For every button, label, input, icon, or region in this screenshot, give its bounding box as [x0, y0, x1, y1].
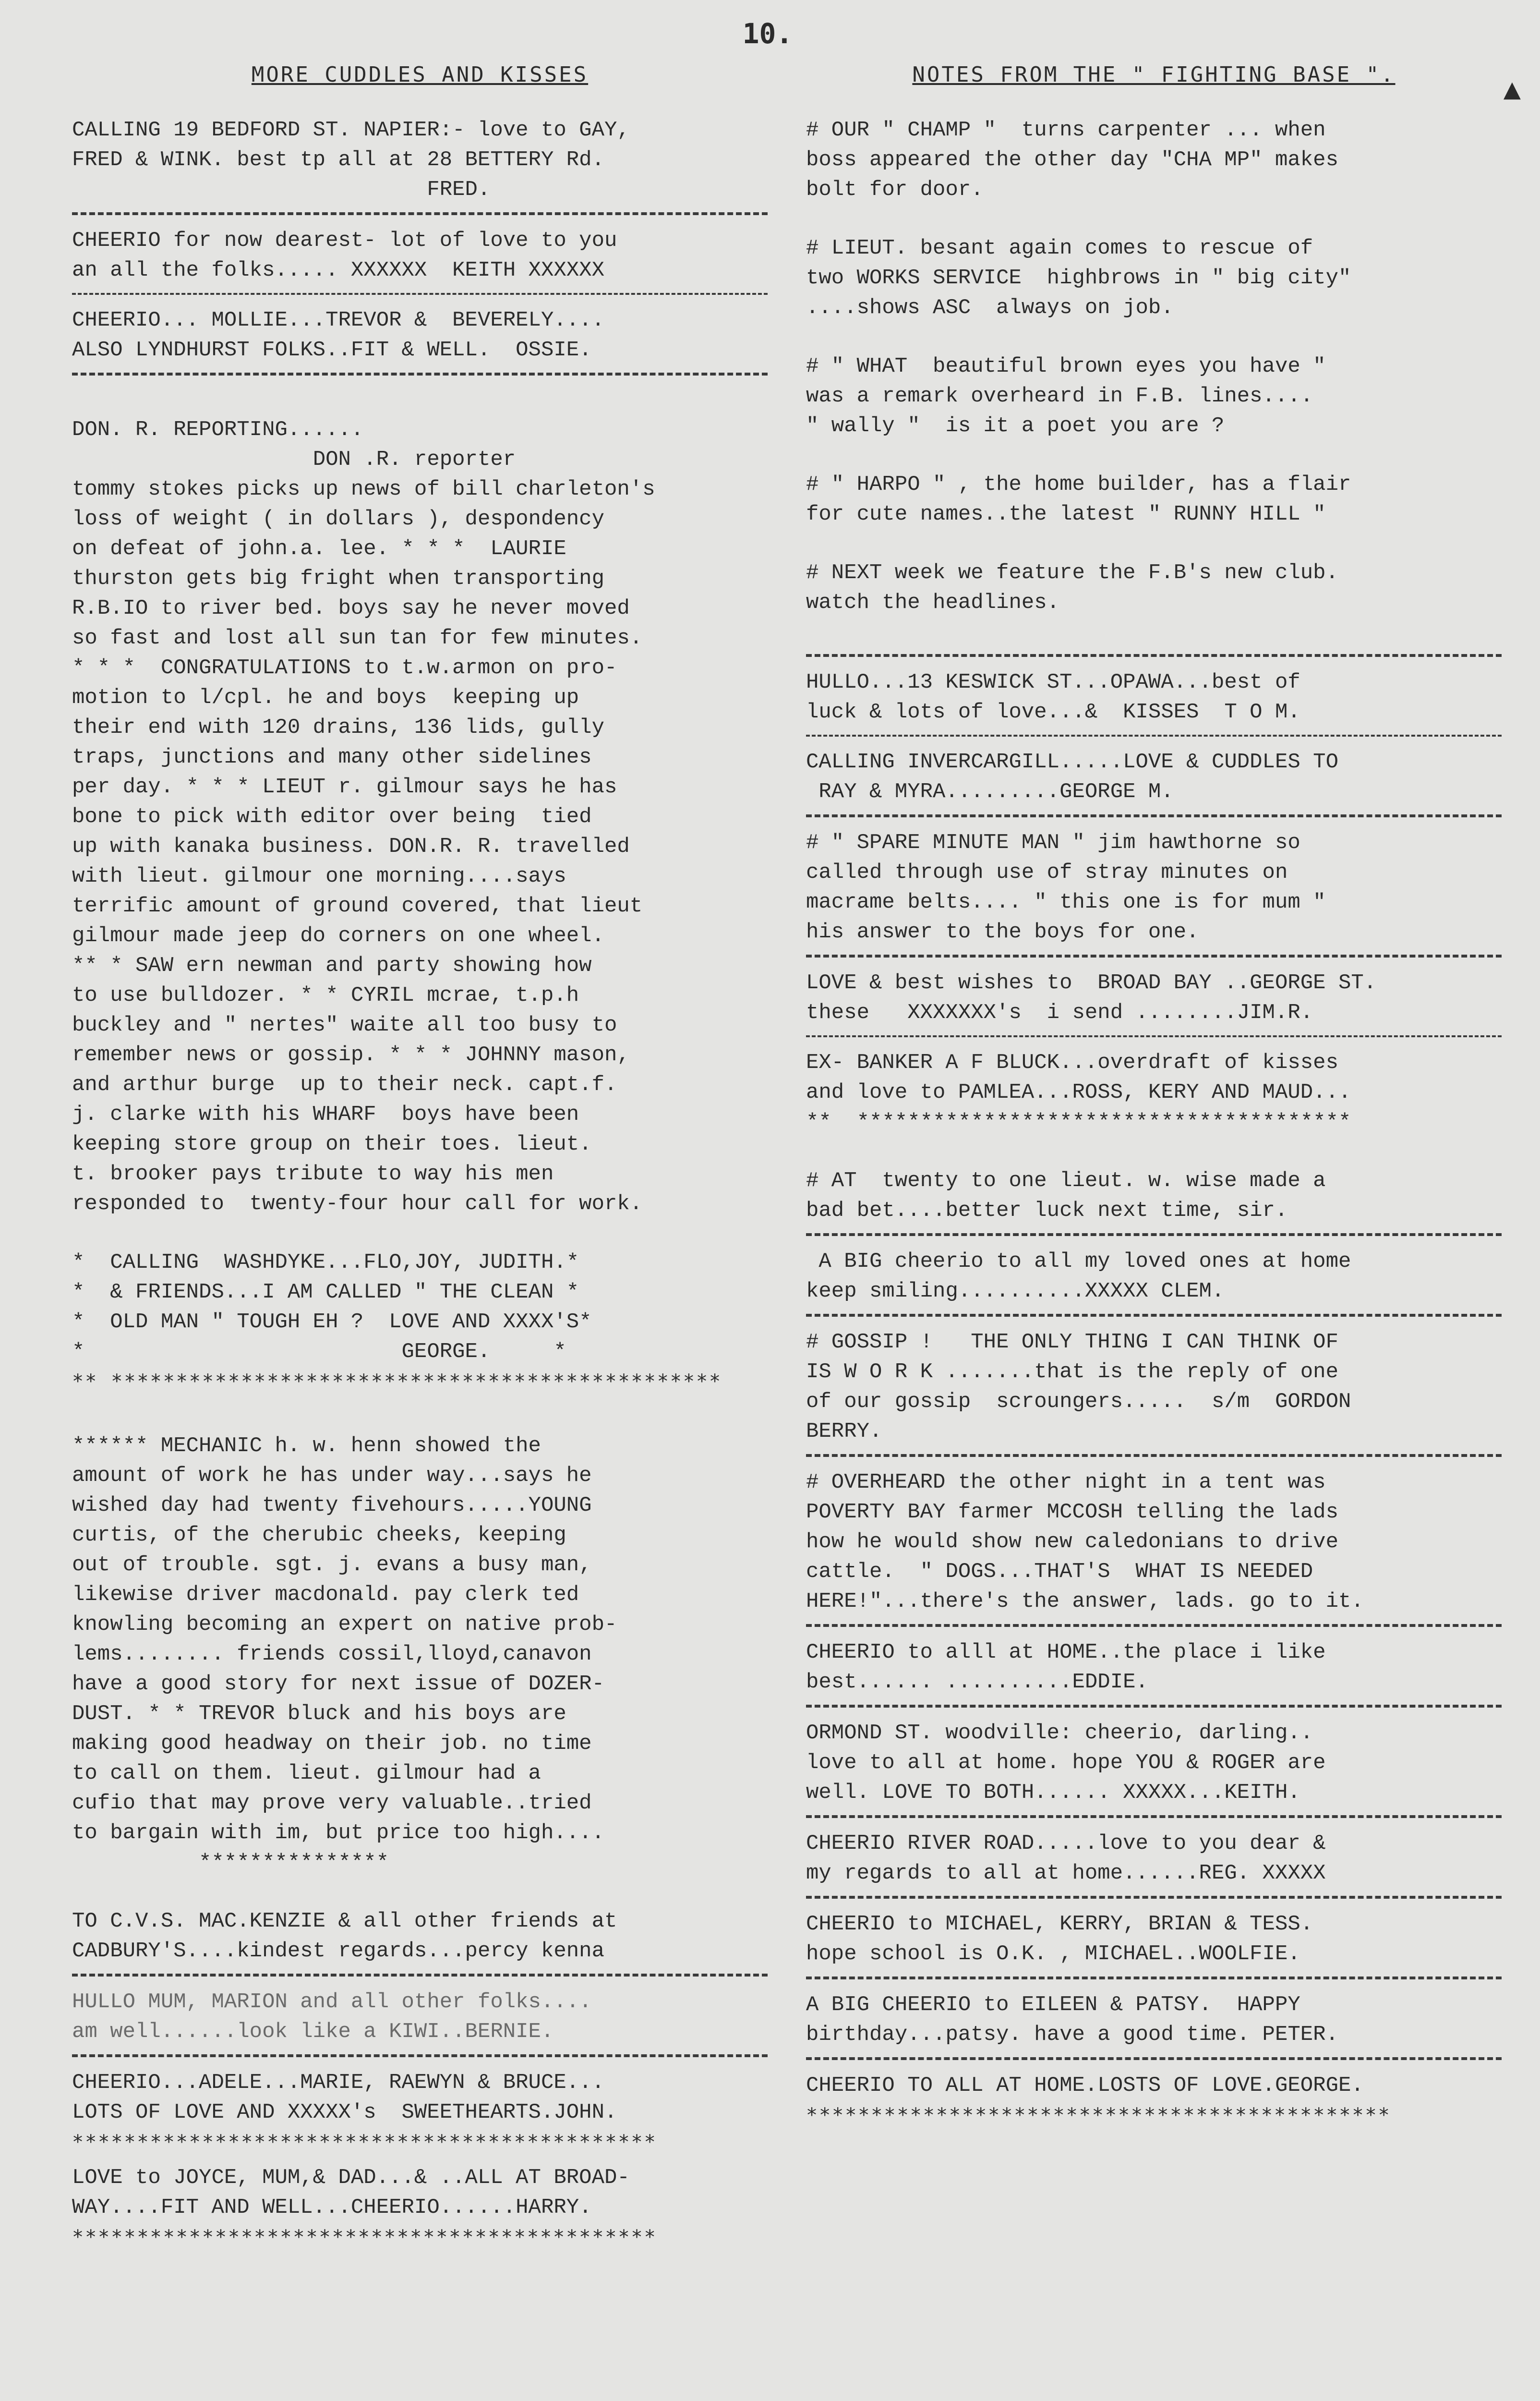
divider	[806, 1035, 1502, 1037]
corner-mark-icon: ▲	[1503, 72, 1521, 106]
message-cheerio-adele: CHEERIO...ADELE...MARIE, RAEWYN & BRUCE... LOTS OF LOVE AND XXXXX's SWEETHEARTS.JOHN.	[72, 2071, 617, 2124]
divider	[806, 1233, 1502, 1236]
message-to-cvs: TO C.V.S. MAC.KENZIE & all other friends at CADBURY'S....kindest regards...percy kenna	[72, 1909, 617, 1963]
divider	[72, 212, 768, 215]
calling-washdyke-box: * CALLING WASHDYKE...FLO,JOY, JUDITH.* * & FRIENDS...I AM CALLED " THE CLEAN * * OLD MAN " TOUGH EH ? LOVE AND XXXX'S* * GEORGE. *	[72, 1250, 592, 1364]
divider	[806, 1896, 1502, 1899]
star-rule: *********************************************	[72, 2131, 657, 2153]
star-rule: *********************************************	[806, 2104, 1391, 2126]
message-cheerio-mollie: CHEERIO... MOLLIE...TREVOR & BEVERELY.... ALSO LYNDHURST FOLKS..FIT & WELL. OSSIE.	[72, 308, 604, 362]
divider	[806, 814, 1502, 817]
note-twenty-to-one: # AT twenty to one lieut. w. wise made a bad bet....better luck next time, sir.	[806, 1169, 1326, 1223]
two-column-layout	[72, 58, 1502, 2258]
divider	[72, 1974, 768, 1977]
don-byline: DON .R. reporter	[72, 448, 516, 472]
divider	[72, 373, 768, 376]
note-besant: # LIEUT. besant again comes to rescue of two WORKS SERVICE highbrows in " big city" ....shows ASC always on job.	[806, 236, 1351, 320]
message-invercargill: CALLING INVERCARGILL.....LOVE & CUDDLES TO RAY & MYRA.........GEORGE M.	[806, 750, 1338, 804]
message-eddie: CHEERIO to alll at HOME..the place i like best...... ..........EDDIE.	[806, 1640, 1326, 1694]
note-overheard: # OVERHEARD the other night in a tent was POVERTY BAY farmer MCCOSH telling the lads how he would show new caledonians to drive cattle. " DOGS...THAT'S WHAT IS NEEDED HERE!"...there's the answer, lads. go to it.	[806, 1470, 1364, 1613]
page-number: 10.	[742, 17, 793, 50]
note-next-week: # NEXT week we feature the F.B's new club. watch the headlines.	[806, 561, 1338, 615]
divider	[72, 2054, 768, 2057]
left-column-title: MORE CUDDLES AND KISSES	[251, 62, 589, 87]
don-reporting-heading: DON. R. REPORTING......	[72, 418, 364, 442]
message-michael: CHEERIO to MICHAEL, KERRY, BRIAN & TESS. hope school is O.K. , MICHAEL..WOOLFIE.	[806, 1912, 1313, 1966]
divider	[72, 293, 768, 295]
message-george-final: CHEERIO TO ALL AT HOME.LOSTS OF LOVE.GEORGE.	[806, 2074, 1364, 2098]
right-column	[806, 58, 1502, 2258]
divider	[806, 1454, 1502, 1457]
divider	[806, 1705, 1502, 1708]
note-spare-minute: # " SPARE MINUTE MAN " jim hawthorne so called through use of stray minutes on macrame belts.... " this one is for mum " his answer to the boys for one.	[806, 831, 1326, 944]
note-brown-eyes: # " WHAT beautiful brown eyes you have " was a remark overheard in F.B. lines.... " wally " is it a poet you are ?	[806, 354, 1326, 438]
divider	[806, 1314, 1502, 1317]
divider	[806, 1815, 1502, 1818]
message-big-cheerio-clem: A BIG cheerio to all my loved ones at home keep smiling..........XXXXX CLEM.	[806, 1249, 1351, 1303]
divider	[806, 1624, 1502, 1627]
message-keswick: HULLO...13 KESWICK ST...OPAWA...best of luck & lots of love...& KISSES T O M.	[806, 670, 1300, 724]
mechanic-report-body: ****** MECHANIC h. w. henn showed the amount of work he has under way...says he wished day had twenty fivehours.....YOUNG curtis, of the cherubic cheeks, keeping out of trouble. sgt. j. evans a busy man, likewise driver macdonald. pay clerk ted knowling becoming an expert on native prob- lems........ friends cossil,lloyd,canavon have a good story for next issue of DOZER- DUST. * * TREVOR bluck and his boys are making good headway on their job. no time to call on them. lieut. gilmour had a cufio that may prove very valuable..tried to bargain with im, but price too high.... ***************	[72, 1434, 617, 1875]
don-report-body: tommy stokes picks up news of bill charleton's loss of weight ( in dollars ), despondency on defeat of john.a. lee. * * * LAURIE thurston gets big fright when transporting R.B.IO to river bed. boys say he never moved so fast and lost all sun tan for few minutes. * * * CONGRATULATIONS to t.w.armon on pro- motion to l/cpl. he and boys keeping up their end with 120 drains, 136 lids, gully traps, junctions and many other sidelines per day. * * * LIEUT r. gilmour says he has bone to pick with editor over being tied up with kanaka business. DON.R. R. travelled with lieut. gilmour one morning....says terrific amount of ground covered, that lieut gilmour made jeep do corners on one wheel. ** * SAW ern newman and party showing how to use bulldozer. * * CYRIL mcrae, t.p.h buckley and " nertes" waite all too busy to remember news or gossip. * * * JOHNNY mason, and arthur burge up to their neck. capt.f. j. clarke with his WHARF boys have been keeping store group on their toes. lieut. t. brooker pays tribute to way his men responded to twenty-four hour call for work.	[72, 477, 655, 1216]
divider	[806, 955, 1502, 958]
divider	[806, 654, 1502, 657]
right-column-title: NOTES FROM THE " FIGHTING BASE ".	[912, 62, 1396, 87]
message-calling-bedford: CALLING 19 BEDFORD ST. NAPIER:- love to GAY, FRED & WINK. best tp all at 28 BETTERY Rd. FRED.	[72, 118, 630, 202]
message-ormond: ORMOND ST. woodville: cheerio, darling.. love to all at home. hope YOU & ROGER are well. LOVE TO BOTH...... XXXXX...KEITH.	[806, 1721, 1326, 1805]
divider	[806, 2057, 1502, 2060]
note-gossip: # GOSSIP ! THE ONLY THING I CAN THINK OF IS W O R K .......that is the reply of one of our gossip scroungers..... s/m GORDON BERRY.	[806, 1330, 1351, 1443]
message-love-joyce: LOVE to JOYCE, MUM,& DAD...& ..ALL AT BROAD- WAY....FIT AND WELL...CHEERIO......HARRY.	[72, 2166, 630, 2219]
message-broad-bay: LOVE & best wishes to BROAD BAY ..GEORGE ST. these XXXXXXX's i send ........JIM.R.	[806, 971, 1377, 1025]
note-harpo: # " HARPO " , the home builder, has a flair for cute names..the latest " RUNNY HILL "	[806, 473, 1351, 526]
divider	[806, 1977, 1502, 1979]
left-column	[72, 58, 768, 2258]
message-eileen: A BIG CHEERIO to EILEEN & PATSY. HAPPY birthday...patsy. have a good time. PETER.	[806, 1993, 1338, 2047]
star-rule: *********************************************	[72, 2226, 657, 2248]
star-rule: ** ***********************************************	[72, 1370, 722, 1393]
note-champ: # OUR " CHAMP " turns carpenter ... when boss appeared the other day "CHA MP" makes bolt for door.	[806, 118, 1338, 202]
message-hullo-mum: HULLO MUM, MARION and all other folks.... am well......look like a KIWI..BERNIE.	[72, 1990, 592, 2044]
divider	[806, 735, 1502, 737]
message-cheerio-keith: CHEERIO for now dearest- lot of love to you an all the folks..... XXXXXX KEITH XXXXXX	[72, 229, 617, 282]
message-river-road: CHEERIO RIVER ROAD.....love to you dear & my regards to all at home......REG. XXXXX	[806, 1831, 1326, 1885]
message-ex-banker: EX- BANKER A F BLUCK...overdraft of kisses and love to PAMLEA...ROSS, KERY AND MAUD... ** ***************************************	[806, 1051, 1351, 1134]
